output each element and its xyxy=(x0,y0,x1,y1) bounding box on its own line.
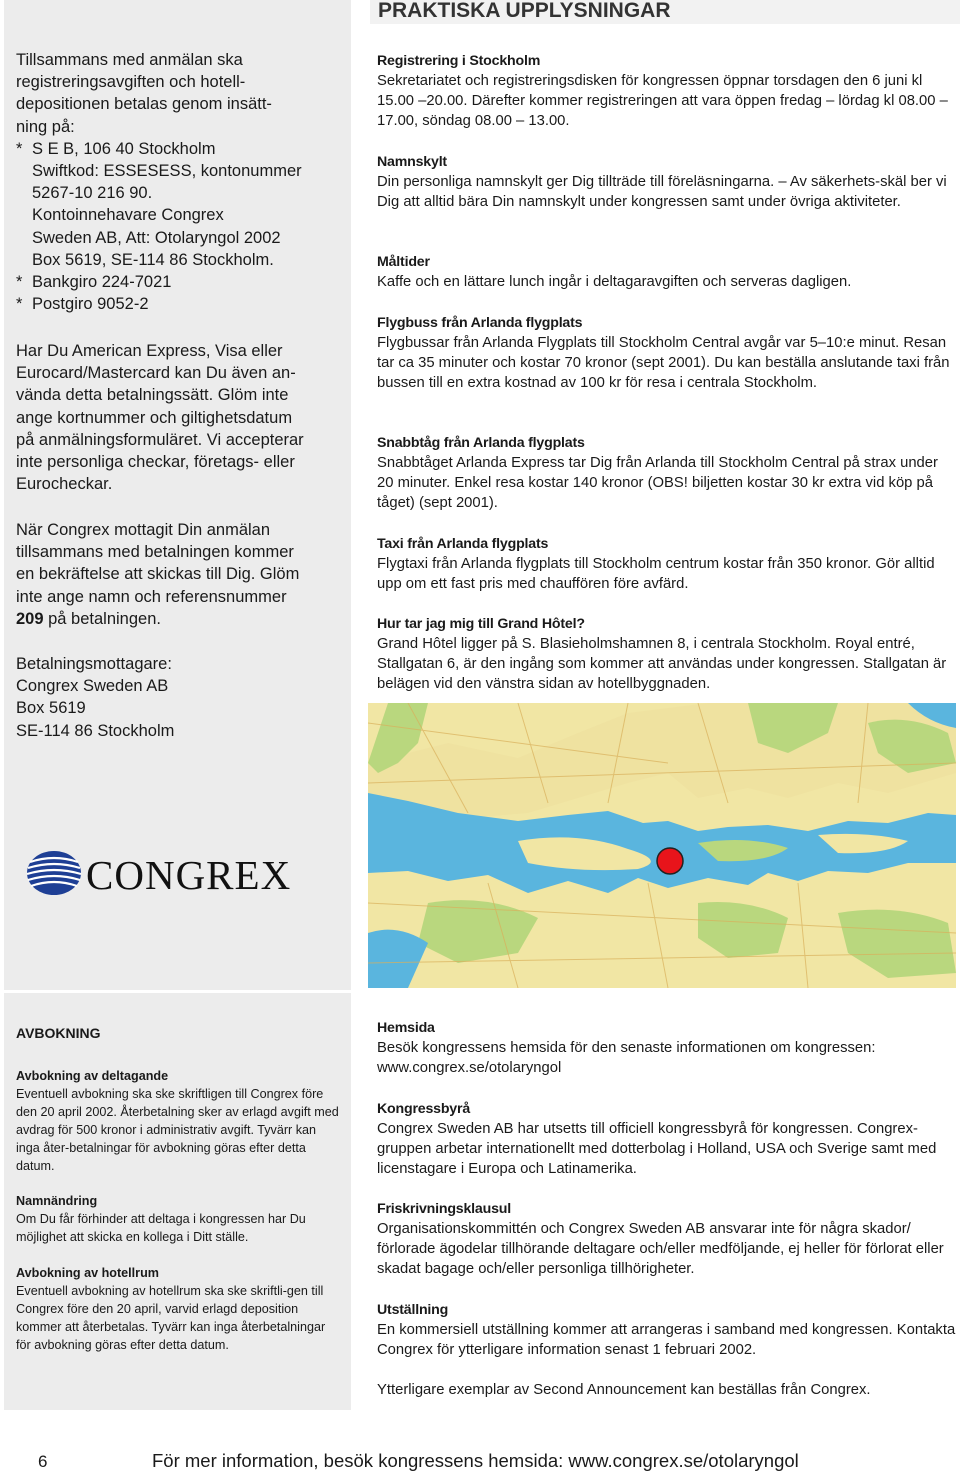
exhibition-heading: Utställning xyxy=(377,1302,449,1318)
info-meals xyxy=(377,252,957,292)
bus-heading: Flygbuss från Arlanda flygplats xyxy=(377,315,583,331)
taxi-heading: Taxi från Arlanda flygplats xyxy=(377,536,549,552)
registration-heading: Registrering i Stockholm xyxy=(377,53,541,69)
congrex-logo xyxy=(26,848,298,898)
badge-heading: Namnskylt xyxy=(377,154,447,170)
postgiro-bullet: * Postgiro 9052-2 xyxy=(16,293,346,315)
bus-text: Flygbussar från Arlanda Flygplats till Stockholm Central avgår var 5–10:e minut. Resan tar ca 35 minuter och kostar 70 kronor (sept 2001). Du kan beställa anslutande taxi från bussen till en extra kostnad av 100 kr för resa i centrala Stockholm. xyxy=(377,335,950,392)
bullet-marker: * xyxy=(16,273,23,292)
info-exhibition xyxy=(377,1300,957,1360)
info-disclaimer xyxy=(377,1199,957,1279)
train-text: Snabbtåget Arlanda Express tar Dig från Arlanda till Stockholm Central på strax under 20 minuter. Enkel resa kostar 140 kronor (OBS! biljetten kostar 30 kr extra vid köp på tåget) (sept 2001). xyxy=(377,455,938,512)
disclaimer-heading: Friskrivningsklausul xyxy=(377,1201,511,1217)
svg-text:CONGREX: CONGREX xyxy=(86,852,292,898)
cancel-hotel-heading: Avbokning av hotellrum xyxy=(16,1266,159,1280)
reference-number: 209 xyxy=(16,609,44,628)
bullet-marker: * xyxy=(16,139,23,158)
bureau-heading: Kongressbyrå xyxy=(377,1101,471,1117)
payment-intro-line: registreringsavgiften och hotell- xyxy=(16,73,246,92)
website-heading: Hemsida xyxy=(377,1020,435,1036)
stockholm-map xyxy=(368,703,956,988)
payment-intro-line: Tillsammans med anmälan ska xyxy=(16,51,243,69)
hotel-location-marker xyxy=(657,848,683,874)
footer-website-note: För mer information, besök kongressens hemsida: www.congrex.se/otolaryngol xyxy=(152,1450,799,1471)
name-change-heading: Namnändring xyxy=(16,1194,98,1208)
payment-intro-line: depositionen betalas genom insätt- xyxy=(16,95,272,114)
info-website xyxy=(377,1018,957,1078)
cancel-participation-text: Eventuell avbokning ska ske skriftligen till Congrex före den 20 april 2002. Återbetalning sker av erlagd avgift med avdrag för 500 kronor i administrativ avgift. Tyvärr kan inga åter-betalningar för avbokning göras efter detta datum. xyxy=(16,1087,339,1173)
meals-heading: Måltider xyxy=(377,254,430,270)
info-hotel-directions xyxy=(377,614,957,694)
section-header-practical-info: PRAKTISKA UPPLYSNINGAR xyxy=(370,0,960,24)
info-airport-bus xyxy=(377,313,957,393)
exhibition-text: En kommersiell utställning kommer att arrangeras i samband med kongressen. Kontakta Congrex för ytterligare information senast 1 februari 2002. xyxy=(377,1322,956,1359)
payment-instructions xyxy=(16,49,346,315)
hotel-heading: Hur tar jag mig till Grand Hôtel? xyxy=(377,616,585,632)
name-change xyxy=(16,1192,341,1246)
name-change-text: Om Du får förhinder att deltaga i kongressen har Du möjlighet att skicka en kollega i Ditt ställe. xyxy=(16,1212,306,1244)
info-congress-bureau xyxy=(377,1099,957,1179)
cancellation-header: AVBOKNING xyxy=(16,1025,101,1041)
more-copies-note: Ytterligare exemplar av Second Announcement kan beställas från Congrex. xyxy=(377,1382,871,1398)
payment-intro-line: ning på: xyxy=(16,117,75,136)
registration-text: Sekretariatet och registreringsdisken för kongressen öppnar torsdagen den 6 juni kl 15.00 –20.00. Därefter kommer registreringen att vara öppen fredag – lördag kl 08.00 – 17.00, söndag 08.00 – 13.00. xyxy=(377,73,948,130)
cancel-hotel xyxy=(16,1264,341,1354)
card-payment-paragraph: Har Du American Express, Visa eller Eurocard/Mastercard kan Du även an- vända detta betalningssätt. Glöm inte ange kortnummer och giltighetsdatum på anmälningsformuläret. Vi accepterar inte personliga checkar, företags- eller Eurocheckar. xyxy=(16,342,304,494)
meals-text: Kaffe och en lättare lunch ingår i deltagaravgiften och serveras dagligen. xyxy=(377,274,852,291)
cancel-participation xyxy=(16,1067,341,1175)
payment-recipient: Betalningsmottagare: Congrex Sweden AB Box 5619 SE-114 86 Stockholm xyxy=(16,655,175,740)
info-express-train xyxy=(377,433,957,513)
bank-account-bullet: * S E B, 106 40 Stockholm Swiftkod: ESSESESS, kontonummer 5267-10 216 90. Kontoinnehavare Congrex Sweden AB, Att: Otolaryngol 2002 Box 5619, SE-114 86 Stockholm. xyxy=(16,139,302,269)
website-text: Besök kongressens hemsida för den senaste informationen om kongressen: www.congrex.se/otolaryngol xyxy=(377,1040,876,1077)
disclaimer-text: Organisationskommittén och Congrex Sweden AB ansvarar inte för några skador/ förlorade ägodelar tillhörande deltagare och/eller medföljande, ej heller för förlorat eller skadat bagage och/eller personliga tillhörigheter. xyxy=(377,1221,944,1278)
bullet-marker: * xyxy=(16,295,23,314)
info-taxi xyxy=(377,534,957,594)
page-number: 6 xyxy=(38,1452,48,1471)
badge-text: Din personliga namnskylt ger Dig tillträde till föreläsningarna. – Av säkerhets-skäl ber vi Dig att alltid bära Din namnskylt under kongressen samt under övriga aktiviteter. xyxy=(377,174,947,211)
bankgiro-bullet: * Bankgiro 224-7021 xyxy=(16,271,346,293)
info-registration xyxy=(377,51,957,131)
cancel-hotel-text: Eventuell avbokning av hotellrum ska ske skriftli-gen till Congrex före den 20 april, varvid erlagd deposition kommer att återbetalas. Tyvärr kan inga återbetalningar för avbokning göras efter detta datum. xyxy=(16,1284,326,1352)
taxi-text: Flygtaxi från Arlanda flygplats till Stockholm centrum kostar från 350 kronor. Gör alltid upp om ett fast pris med chauffören före avfärd. xyxy=(377,556,935,593)
bureau-text: Congrex Sweden AB har utsetts till officiell kongressbyrå för kongressen. Congrex-gruppen arbetar internationellt med dotterbolag i Holland, USA och Sverige samt med licenstagare i Europa och Latinamerika. xyxy=(377,1121,937,1178)
train-heading: Snabbtåg från Arlanda flygplats xyxy=(377,435,585,451)
cancel-participation-heading: Avbokning av deltagande xyxy=(16,1069,169,1083)
info-name-badge xyxy=(377,152,957,212)
confirmation-paragraph: När Congrex mottagit Din anmälan tillsammans med betalningen kommer en bekräftelse att skickas till Dig. Glöm inte ange namn och referensnummer 209 på betalningen. xyxy=(16,521,300,628)
hotel-text: Grand Hôtel ligger på S. Blasieholmshamnen 8, i centrala Stockholm. Royal entré, Stallgatan 6, är den ingång som kommer att användas under kongressen. Stallgatan är belägen vid den vänstra sidan av hotellbyggnaden. xyxy=(377,636,947,693)
